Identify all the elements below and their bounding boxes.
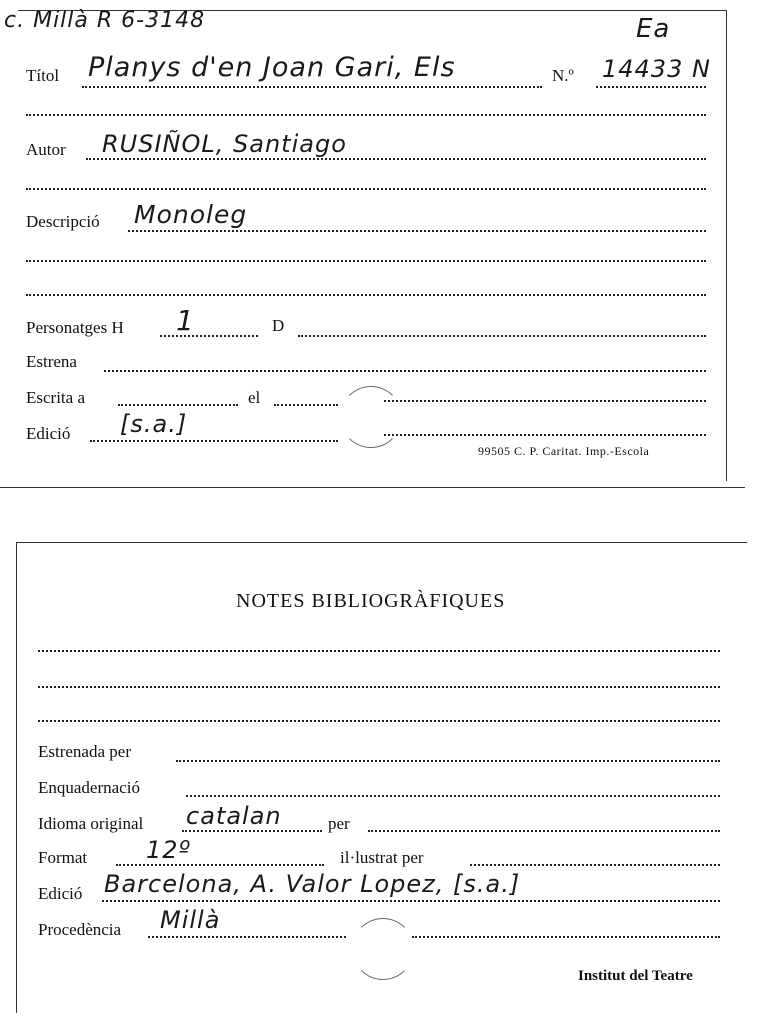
procedencia-line-2 bbox=[412, 936, 720, 938]
format-line bbox=[116, 864, 324, 866]
personatges-h-value: 1 bbox=[176, 304, 195, 337]
estrenada-line bbox=[176, 760, 720, 762]
notes-line-3 bbox=[38, 720, 720, 722]
el-label: el bbox=[248, 388, 261, 407]
edicio-line-2 bbox=[384, 434, 706, 436]
personatges-h-line bbox=[160, 335, 258, 337]
format-label: Format bbox=[38, 848, 88, 867]
autor-line-2 bbox=[26, 188, 706, 190]
notes-line-1 bbox=[38, 650, 720, 652]
procedencia-value: Millà bbox=[160, 906, 221, 934]
procedencia-label: Procedència bbox=[38, 920, 122, 939]
printer-imprint: 99505 C. P. Caritat. Imp.-Escola bbox=[478, 444, 650, 458]
card-front-bottom-rule bbox=[0, 487, 745, 488]
numero-label: N.º bbox=[552, 66, 574, 85]
personatges-d-line bbox=[298, 335, 706, 337]
idioma-value: catalan bbox=[186, 802, 282, 830]
el-line bbox=[274, 404, 338, 406]
class-mark: Ea bbox=[636, 14, 671, 44]
escrita-label: Escrita a bbox=[26, 388, 85, 407]
titol-line-2 bbox=[26, 114, 706, 116]
idioma-per-line bbox=[368, 830, 720, 832]
illustrat-label: il·lustrat per bbox=[340, 848, 424, 867]
descripcio-value: Monoleg bbox=[134, 200, 248, 229]
numero-value: 14433 N bbox=[602, 55, 711, 83]
procedencia-line bbox=[148, 936, 346, 938]
edicio2-line bbox=[102, 900, 720, 902]
estrenada-label: Estrenada per bbox=[38, 742, 131, 761]
autor-label: Autor bbox=[26, 140, 66, 159]
idioma-per-label: per bbox=[328, 814, 350, 833]
el-line-2 bbox=[384, 400, 706, 402]
edicio-value: [s.a.] bbox=[120, 410, 188, 438]
titol-line bbox=[82, 86, 542, 88]
estrena-label: Estrena bbox=[26, 352, 77, 371]
format-value: 12º bbox=[146, 836, 191, 864]
personatges-label: Personatges H bbox=[26, 318, 124, 337]
edicio-line bbox=[90, 440, 338, 442]
titol-label: Títol bbox=[26, 66, 60, 85]
descripcio-line-3 bbox=[26, 294, 706, 296]
autor-value: RUSIÑOL, Santiago bbox=[102, 130, 347, 158]
descripcio-line-2 bbox=[26, 260, 706, 262]
personatges-d-label: D bbox=[272, 316, 285, 335]
edicio2-label: Edició bbox=[38, 884, 83, 903]
idioma-label: Idioma original bbox=[38, 814, 144, 833]
notes-line-2 bbox=[38, 686, 720, 688]
illustrat-line bbox=[470, 864, 720, 866]
titol-value: Planys d'en Joan Gari, Els bbox=[88, 52, 456, 83]
edicio-label: Edició bbox=[26, 424, 71, 443]
autor-line bbox=[86, 158, 706, 160]
punch-hole bbox=[340, 386, 402, 448]
corner-note: c. Millà R 6-3148 bbox=[4, 8, 206, 33]
idioma-line bbox=[182, 830, 322, 832]
edicio2-value: Barcelona, A. Valor Lopez, [s.a.] bbox=[104, 870, 521, 898]
enquadernacio-line bbox=[186, 795, 720, 797]
descripcio-label: Descripció bbox=[26, 212, 100, 231]
escrita-line bbox=[118, 404, 238, 406]
numero-line bbox=[596, 86, 706, 88]
enquadernacio-label: Enquadernació bbox=[38, 778, 140, 797]
estrena-line bbox=[104, 370, 706, 372]
notes-heading: NOTES BIBLIOGRÀFIQUES bbox=[236, 590, 506, 612]
punch-hole-2 bbox=[352, 918, 414, 980]
institution-stamp: Institut del Teatre bbox=[578, 968, 693, 984]
descripcio-line bbox=[128, 230, 706, 232]
